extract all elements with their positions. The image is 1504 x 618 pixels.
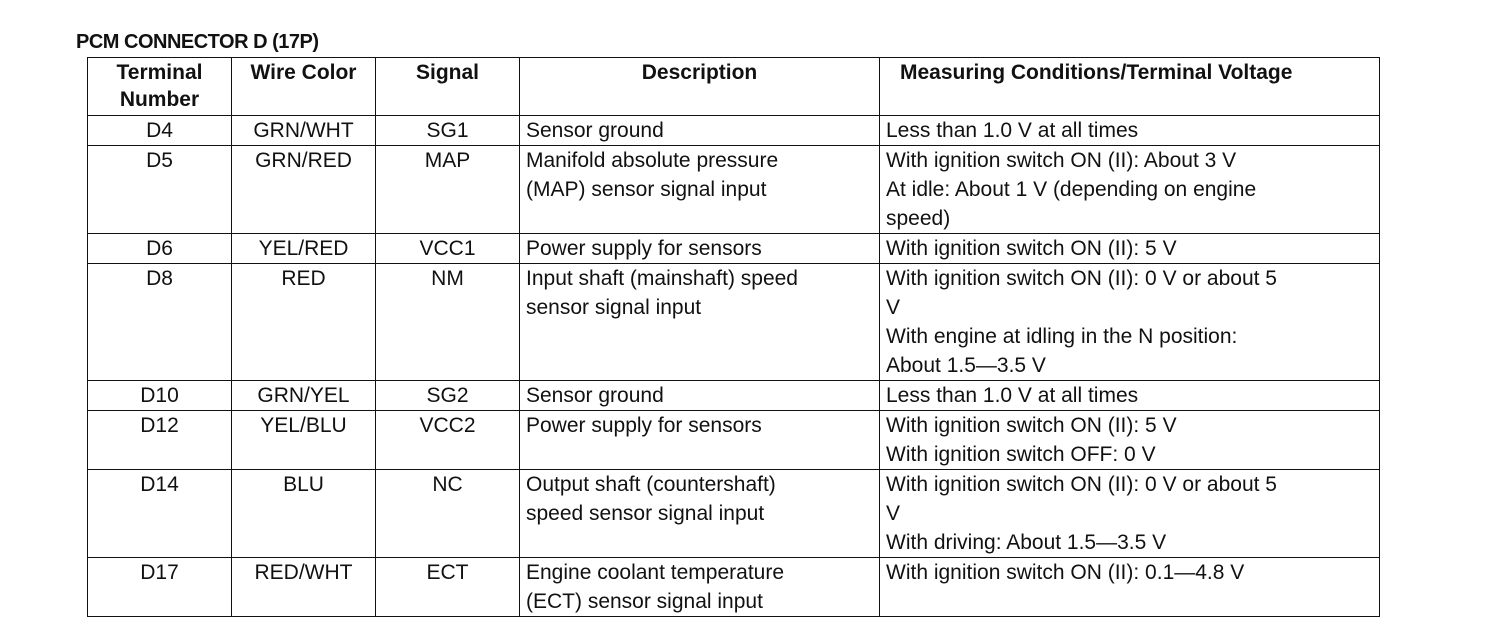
table-row bbox=[88, 234, 1380, 264]
measuring-conditions-cell-line: V bbox=[886, 502, 901, 525]
measuring-conditions-cell bbox=[880, 558, 1380, 617]
measuring-conditions-cell-line: With ignition switch ON (II): 5 V bbox=[886, 237, 1177, 260]
table-row bbox=[88, 146, 1380, 234]
description-cell-line: (MAP) sensor signal input bbox=[526, 178, 767, 201]
description-cell-line: Output shaft (countershaft) bbox=[526, 473, 776, 496]
wire-color-cell: YEL/RED bbox=[232, 234, 376, 264]
header-wire-color: Wire Color bbox=[232, 58, 376, 116]
table-row bbox=[88, 558, 1380, 617]
description-cell bbox=[520, 264, 880, 381]
description-cell-line: Manifold absolute pressure bbox=[526, 149, 779, 172]
measuring-conditions-cell bbox=[880, 470, 1380, 558]
measuring-conditions-cell bbox=[880, 116, 1380, 146]
signal-cell: SG1 bbox=[376, 116, 520, 146]
table-row bbox=[88, 116, 1380, 146]
description-cell bbox=[520, 411, 880, 470]
header-signal: Signal bbox=[376, 58, 520, 116]
terminal-number-cell: D10 bbox=[88, 381, 232, 411]
description-cell-line: Input shaft (mainshaft) speed bbox=[526, 267, 798, 290]
header-terminal-number: Terminal Number bbox=[88, 58, 232, 116]
measuring-conditions-cell-line: With ignition switch ON (II): 5 V bbox=[886, 414, 1177, 437]
description-cell-line: (ECT) sensor signal input bbox=[526, 590, 763, 613]
description-cell bbox=[520, 470, 880, 558]
measuring-conditions-cell-line: With ignition switch ON (II): 0 V or about 5 bbox=[886, 473, 1277, 496]
description-cell-line: Engine coolant temperature bbox=[526, 561, 784, 584]
measuring-conditions-cell-line: With ignition switch ON (II): About 3 V bbox=[886, 149, 1237, 172]
header-description: Description bbox=[520, 58, 880, 116]
table-body bbox=[88, 116, 1380, 617]
description-cell-line: speed sensor signal input bbox=[526, 502, 765, 525]
signal-cell: VCC1 bbox=[376, 234, 520, 264]
connector-table bbox=[87, 57, 1380, 617]
signal-cell: NM bbox=[376, 264, 520, 381]
measuring-conditions-cell bbox=[880, 146, 1380, 234]
wire-color-cell: GRN/RED bbox=[232, 146, 376, 234]
terminal-number-cell: D6 bbox=[88, 234, 232, 264]
signal-cell: SG2 bbox=[376, 381, 520, 411]
header-measuring-conditions: Measuring Conditions/Terminal Voltage bbox=[880, 58, 1380, 116]
wire-color-cell: GRN/WHT bbox=[232, 116, 376, 146]
table-row bbox=[88, 411, 1380, 470]
description-cell-line: Power supply for sensors bbox=[526, 414, 762, 437]
measuring-conditions-cell-line: Less than 1.0 V at all times bbox=[886, 119, 1139, 142]
table-row bbox=[88, 381, 1380, 411]
measuring-conditions-cell-line: At idle: About 1 V (depending on engine bbox=[886, 178, 1257, 201]
measuring-conditions-cell-line: About 1.5—3.5 V bbox=[886, 354, 1046, 377]
page-title: PCM CONNECTOR D (17P) bbox=[76, 31, 319, 53]
table-row bbox=[88, 264, 1380, 381]
terminal-number-cell: D4 bbox=[88, 116, 232, 146]
table-row bbox=[88, 470, 1380, 558]
signal-cell: VCC2 bbox=[376, 411, 520, 470]
description-cell bbox=[520, 146, 880, 234]
measuring-conditions-cell-line: With driving: About 1.5—3.5 V bbox=[886, 531, 1167, 554]
measuring-conditions-cell-line: With ignition switch ON (II): 0.1—4.8 V bbox=[886, 561, 1245, 584]
measuring-conditions-cell bbox=[880, 234, 1380, 264]
measuring-conditions-cell bbox=[880, 264, 1380, 381]
measuring-conditions-cell-line: With engine at idling in the N position: bbox=[886, 325, 1238, 348]
measuring-conditions-cell-line: speed) bbox=[886, 207, 951, 230]
description-cell-line: sensor signal input bbox=[526, 296, 702, 319]
signal-cell: NC bbox=[376, 470, 520, 558]
terminal-number-cell: D12 bbox=[88, 411, 232, 470]
description-cell bbox=[520, 234, 880, 264]
measuring-conditions-cell bbox=[880, 411, 1380, 470]
description-cell bbox=[520, 116, 880, 146]
description-cell bbox=[520, 381, 880, 411]
signal-cell: ECT bbox=[376, 558, 520, 617]
measuring-conditions-cell-line: With ignition switch ON (II): 0 V or about 5 bbox=[886, 267, 1277, 290]
terminal-number-cell: D8 bbox=[88, 264, 232, 381]
description-cell-line: Sensor ground bbox=[526, 119, 664, 142]
wire-color-cell: GRN/YEL bbox=[232, 381, 376, 411]
terminal-number-cell: D14 bbox=[88, 470, 232, 558]
description-cell-line: Sensor ground bbox=[526, 384, 664, 407]
description-cell-line: Power supply for sensors bbox=[526, 237, 762, 260]
terminal-number-cell: D17 bbox=[88, 558, 232, 617]
measuring-conditions-cell-line: Less than 1.0 V at all times bbox=[886, 384, 1139, 407]
table-header-row bbox=[88, 58, 1380, 116]
measuring-conditions-cell bbox=[880, 381, 1380, 411]
wire-color-cell: BLU bbox=[232, 470, 376, 558]
description-cell bbox=[520, 558, 880, 617]
measuring-conditions-cell-line: V bbox=[886, 296, 901, 319]
signal-cell: MAP bbox=[376, 146, 520, 234]
measuring-conditions-cell-line: With ignition switch OFF: 0 V bbox=[886, 443, 1156, 466]
wire-color-cell: RED bbox=[232, 264, 376, 381]
terminal-number-cell: D5 bbox=[88, 146, 232, 234]
wire-color-cell: YEL/BLU bbox=[232, 411, 376, 470]
wire-color-cell: RED/WHT bbox=[232, 558, 376, 617]
